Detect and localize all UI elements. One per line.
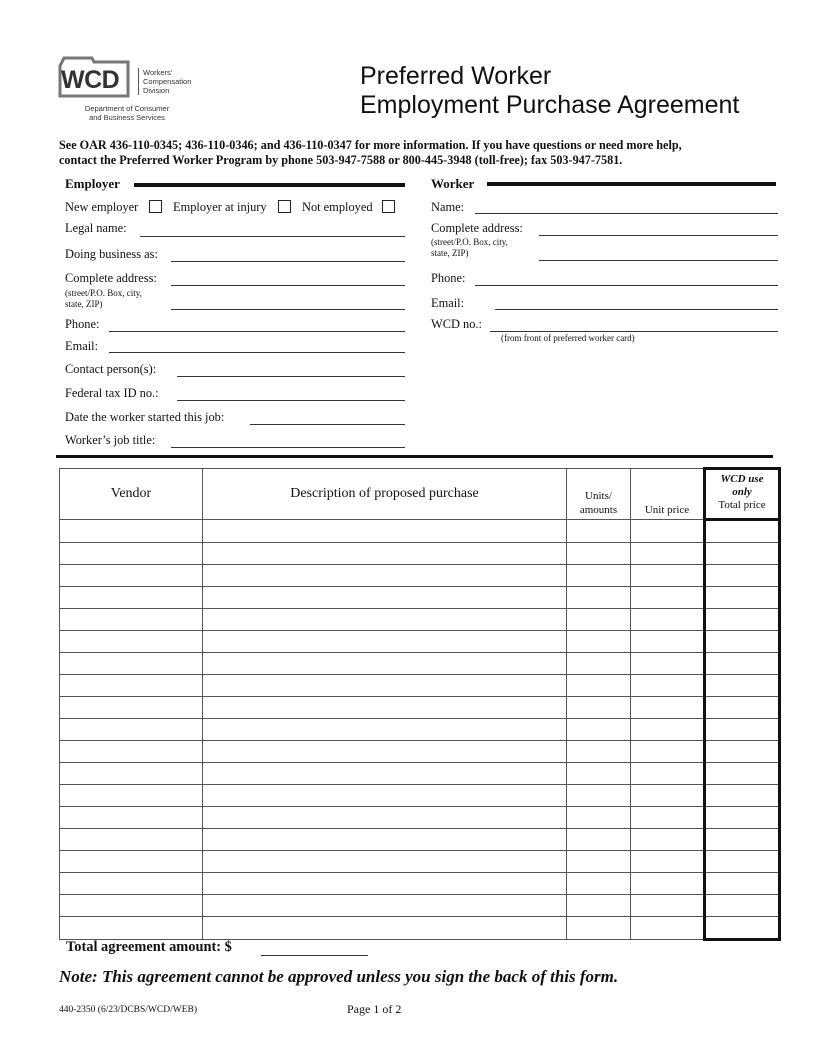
legal-name-label: Legal name: bbox=[65, 221, 127, 235]
vendor-cell[interactable] bbox=[60, 763, 203, 785]
total-price-cell[interactable] bbox=[705, 917, 780, 940]
table-row bbox=[60, 719, 780, 741]
signature-note: Note: This agreement cannot be approved unless you sign the back of this form. bbox=[59, 967, 619, 986]
unit-price-cell[interactable] bbox=[631, 719, 705, 741]
worker-address-label: Complete address: bbox=[431, 221, 523, 235]
total-price-cell[interactable] bbox=[705, 873, 780, 895]
unit-price-cell[interactable] bbox=[631, 565, 705, 587]
unit-price-cell[interactable] bbox=[631, 829, 705, 851]
unit-price-cell[interactable] bbox=[631, 697, 705, 719]
contact-persons-label: Contact person(s): bbox=[65, 362, 157, 376]
employer-at-injury-label: Employer at injury bbox=[173, 200, 267, 214]
unit-price-cell[interactable] bbox=[631, 807, 705, 829]
worker-phone-label: Phone: bbox=[431, 271, 466, 285]
total-price-cell[interactable] bbox=[705, 631, 780, 653]
description-cell[interactable] bbox=[203, 653, 567, 675]
table-row bbox=[60, 520, 780, 543]
total-price-cell[interactable] bbox=[705, 587, 780, 609]
vendor-cell[interactable] bbox=[60, 565, 203, 587]
page-number: Page 1 of 2 bbox=[347, 1002, 402, 1016]
total-price-cell[interactable] bbox=[705, 741, 780, 763]
table-row bbox=[60, 807, 780, 829]
employer-email-label: Email: bbox=[65, 339, 99, 353]
dba-label: Doing business as: bbox=[65, 247, 158, 261]
description-cell[interactable] bbox=[203, 917, 567, 940]
table-row bbox=[60, 741, 780, 763]
unit-price-cell[interactable] bbox=[631, 741, 705, 763]
logo-division-text: Workers' Compensation Division bbox=[138, 68, 203, 95]
total-price-cell[interactable] bbox=[705, 520, 780, 543]
unit-price-cell[interactable] bbox=[631, 631, 705, 653]
units-cell[interactable] bbox=[567, 719, 631, 741]
wcd-logo bbox=[58, 56, 198, 126]
unit-price-cell[interactable] bbox=[631, 895, 705, 917]
units-cell[interactable] bbox=[567, 520, 631, 543]
units-cell[interactable] bbox=[567, 851, 631, 873]
worker-address-hint: (street/P.O. Box, city, state, ZIP) bbox=[431, 237, 508, 258]
vendor-cell[interactable] bbox=[60, 807, 203, 829]
employer-at-injury-checkbox[interactable] bbox=[278, 200, 291, 213]
units-cell[interactable] bbox=[567, 697, 631, 719]
total-price-cell[interactable] bbox=[705, 895, 780, 917]
vendor-cell[interactable] bbox=[60, 609, 203, 631]
description-cell[interactable] bbox=[203, 565, 567, 587]
not-employed-checkbox[interactable] bbox=[382, 200, 395, 213]
unit-price-cell[interactable] bbox=[631, 873, 705, 895]
unit-price-cell[interactable] bbox=[631, 675, 705, 697]
employer-address-field-1[interactable] bbox=[171, 285, 405, 286]
employer-address-label: Complete address: bbox=[65, 271, 157, 285]
page-title: Preferred Worker Employment Purchase Agreement bbox=[360, 62, 740, 119]
total-price-cell[interactable] bbox=[705, 653, 780, 675]
total-price-cell[interactable] bbox=[705, 719, 780, 741]
description-cell[interactable] bbox=[203, 675, 567, 697]
job-title-field[interactable] bbox=[171, 447, 405, 448]
legal-name-field[interactable] bbox=[140, 236, 405, 237]
vendor-header: Vendor bbox=[60, 469, 203, 520]
new-employer-label: New employer bbox=[65, 200, 139, 214]
vendor-cell[interactable] bbox=[60, 697, 203, 719]
description-cell[interactable] bbox=[203, 719, 567, 741]
worker-email-label: Email: bbox=[431, 296, 465, 310]
employer-phone-field[interactable] bbox=[109, 331, 405, 332]
date-started-label: Date the worker started this job: bbox=[65, 410, 225, 424]
units-cell[interactable] bbox=[567, 653, 631, 675]
worker-name-label: Name: bbox=[431, 200, 465, 214]
description-cell[interactable] bbox=[203, 763, 567, 785]
vendor-cell[interactable] bbox=[60, 543, 203, 565]
units-cell[interactable] bbox=[567, 873, 631, 895]
table-row bbox=[60, 895, 780, 917]
description-cell[interactable] bbox=[203, 873, 567, 895]
vendor-cell[interactable] bbox=[60, 829, 203, 851]
worker-address-field-2[interactable] bbox=[539, 260, 778, 261]
unit-price-cell[interactable] bbox=[631, 587, 705, 609]
description-cell[interactable] bbox=[203, 895, 567, 917]
units-cell[interactable] bbox=[567, 675, 631, 697]
table-row bbox=[60, 631, 780, 653]
units-cell[interactable] bbox=[567, 631, 631, 653]
dba-field[interactable] bbox=[171, 261, 405, 262]
total-price-cell[interactable] bbox=[705, 675, 780, 697]
total-price-cell[interactable] bbox=[705, 697, 780, 719]
total-price-cell[interactable] bbox=[705, 609, 780, 631]
table-row bbox=[60, 565, 780, 587]
unit-price-cell[interactable] bbox=[631, 917, 705, 940]
description-cell[interactable] bbox=[203, 829, 567, 851]
federal-tax-id-label: Federal tax ID no.: bbox=[65, 386, 159, 400]
table-row bbox=[60, 851, 780, 873]
vendor-cell[interactable] bbox=[60, 587, 203, 609]
total-agreement-field[interactable] bbox=[261, 955, 368, 956]
total-price-cell[interactable] bbox=[705, 851, 780, 873]
vendor-cell[interactable] bbox=[60, 675, 203, 697]
new-employer-checkbox[interactable] bbox=[149, 200, 162, 213]
unit-price-cell[interactable] bbox=[631, 653, 705, 675]
employer-heading: Employer bbox=[65, 176, 120, 191]
description-cell[interactable] bbox=[203, 609, 567, 631]
intro-text: See OAR 436-110-0345; 436-110-0346; and 436-110-0347 for more information. If you have questions or need more help, contact the Preferred Worker Program by phone 503-947-7588 or 800-445-3948 (toll-free); fax 503-947-7581. bbox=[59, 138, 682, 167]
table-row bbox=[60, 697, 780, 719]
description-cell[interactable] bbox=[203, 807, 567, 829]
table-row bbox=[60, 917, 780, 940]
logo-department-text: Department of Consumer and Business Services bbox=[84, 104, 170, 122]
vendor-cell[interactable] bbox=[60, 520, 203, 543]
date-started-field[interactable] bbox=[250, 424, 405, 425]
table-row bbox=[60, 829, 780, 851]
federal-tax-id-field[interactable] bbox=[177, 400, 405, 401]
section-divider bbox=[56, 455, 773, 458]
description-header: Description of proposed purchase bbox=[203, 469, 567, 520]
vendor-cell[interactable] bbox=[60, 741, 203, 763]
units-cell[interactable] bbox=[567, 609, 631, 631]
vendor-cell[interactable] bbox=[60, 653, 203, 675]
worker-address-field-1[interactable] bbox=[539, 235, 778, 236]
vendor-cell[interactable] bbox=[60, 917, 203, 940]
unit-price-cell[interactable] bbox=[631, 520, 705, 543]
worker-phone-field[interactable] bbox=[475, 285, 778, 286]
worker-email-field[interactable] bbox=[495, 309, 778, 310]
total-price-cell[interactable] bbox=[705, 565, 780, 587]
unit-price-cell[interactable] bbox=[631, 543, 705, 565]
units-cell[interactable] bbox=[567, 895, 631, 917]
table-row bbox=[60, 543, 780, 565]
wcd-no-hint: (from front of preferred worker card) bbox=[501, 333, 635, 343]
vendor-cell[interactable] bbox=[60, 895, 203, 917]
description-cell[interactable] bbox=[203, 697, 567, 719]
units-cell[interactable] bbox=[567, 543, 631, 565]
table-row bbox=[60, 653, 780, 675]
table-row bbox=[60, 609, 780, 631]
description-cell[interactable] bbox=[203, 851, 567, 873]
table-row bbox=[60, 675, 780, 697]
wcd-no-field[interactable] bbox=[490, 331, 778, 332]
total-price-header: WCD use only Total price bbox=[705, 469, 780, 520]
vendor-cell[interactable] bbox=[60, 785, 203, 807]
worker-heading-bar bbox=[487, 182, 776, 186]
vendor-cell[interactable] bbox=[60, 851, 203, 873]
units-header: Units/ amounts bbox=[567, 469, 631, 520]
units-cell[interactable] bbox=[567, 785, 631, 807]
units-cell[interactable] bbox=[567, 917, 631, 940]
total-agreement-label: Total agreement amount: $ bbox=[66, 939, 232, 955]
vendor-cell[interactable] bbox=[60, 873, 203, 895]
table-row bbox=[60, 763, 780, 785]
wcd-no-label: WCD no.: bbox=[431, 317, 482, 331]
employer-phone-label: Phone: bbox=[65, 317, 100, 331]
job-title-label: Worker’s job title: bbox=[65, 433, 156, 447]
description-cell[interactable] bbox=[203, 631, 567, 653]
units-cell[interactable] bbox=[567, 741, 631, 763]
form-number: 440-2350 (6/23/DCBS/WCD/WEB) bbox=[59, 1005, 198, 1015]
employer-address-hint: (street/P.O. Box, city, state, ZIP) bbox=[65, 288, 142, 309]
table-row bbox=[60, 587, 780, 609]
not-employed-label: Not employed bbox=[302, 200, 373, 214]
purchase-table bbox=[59, 467, 781, 941]
table-row bbox=[60, 785, 780, 807]
table-row bbox=[60, 873, 780, 895]
units-cell[interactable] bbox=[567, 565, 631, 587]
employer-heading-bar bbox=[134, 183, 405, 187]
worker-heading: Worker bbox=[431, 176, 475, 191]
total-price-cell[interactable] bbox=[705, 807, 780, 829]
units-cell[interactable] bbox=[567, 763, 631, 785]
contact-persons-field[interactable] bbox=[177, 376, 405, 377]
employer-email-field[interactable] bbox=[109, 352, 405, 353]
unit-price-cell[interactable] bbox=[631, 785, 705, 807]
unit-price-cell[interactable] bbox=[631, 851, 705, 873]
description-cell[interactable] bbox=[203, 543, 567, 565]
employer-address-field-2[interactable] bbox=[171, 309, 405, 310]
vendor-cell[interactable] bbox=[60, 631, 203, 653]
total-price-cell[interactable] bbox=[705, 763, 780, 785]
description-cell[interactable] bbox=[203, 587, 567, 609]
logo-wcd-text: WCD bbox=[61, 66, 120, 94]
total-price-cell[interactable] bbox=[705, 785, 780, 807]
description-cell[interactable] bbox=[203, 520, 567, 543]
description-cell[interactable] bbox=[203, 785, 567, 807]
unit-price-cell[interactable] bbox=[631, 763, 705, 785]
worker-name-field[interactable] bbox=[475, 213, 778, 214]
units-cell[interactable] bbox=[567, 829, 631, 851]
unit-price-header: Unit price bbox=[631, 469, 705, 520]
units-cell[interactable] bbox=[567, 807, 631, 829]
total-price-cell[interactable] bbox=[705, 543, 780, 565]
vendor-cell[interactable] bbox=[60, 719, 203, 741]
description-cell[interactable] bbox=[203, 741, 567, 763]
total-price-cell[interactable] bbox=[705, 829, 780, 851]
units-cell[interactable] bbox=[567, 587, 631, 609]
unit-price-cell[interactable] bbox=[631, 609, 705, 631]
